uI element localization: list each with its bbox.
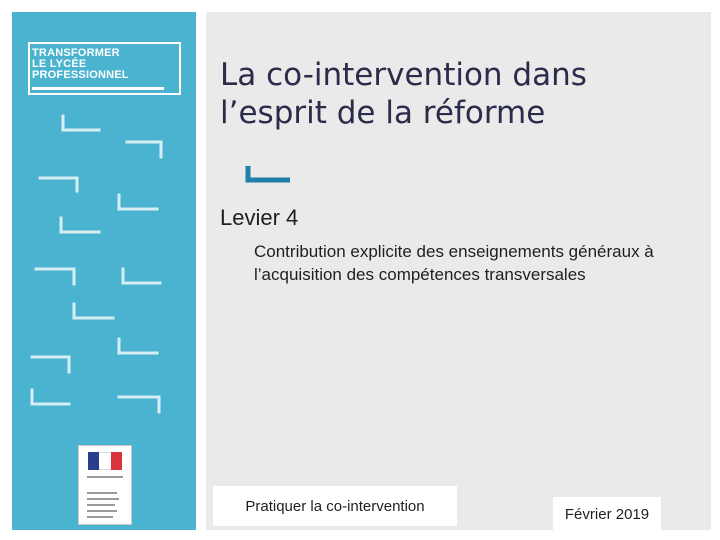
lever-heading: Levier 4 [220,205,299,230]
logo-line-2: LE LYCÉE [32,58,87,70]
title-line-1: La co-intervention dans [220,57,587,93]
footer-left-label: Pratiquer la co-intervention [213,486,457,526]
accent-bracket-icon [244,166,290,184]
ministry-logo [78,445,132,525]
main-panel [206,12,711,530]
bracket-pattern-icon [12,12,196,432]
logo-line-3: PROFESSIONNEL [32,69,129,81]
lever-description: Contribution explicite des enseignements généraux à l’acquisition des compétences transversales [254,242,654,284]
sidebar [12,12,196,530]
french-flag-icon [88,452,122,470]
footer-date-label: Février 2019 [553,497,661,531]
logo-line-1: TRANSFORMER [32,47,120,59]
title-line-2: l’esprit de la réforme [220,95,546,131]
page-title [220,56,700,132]
